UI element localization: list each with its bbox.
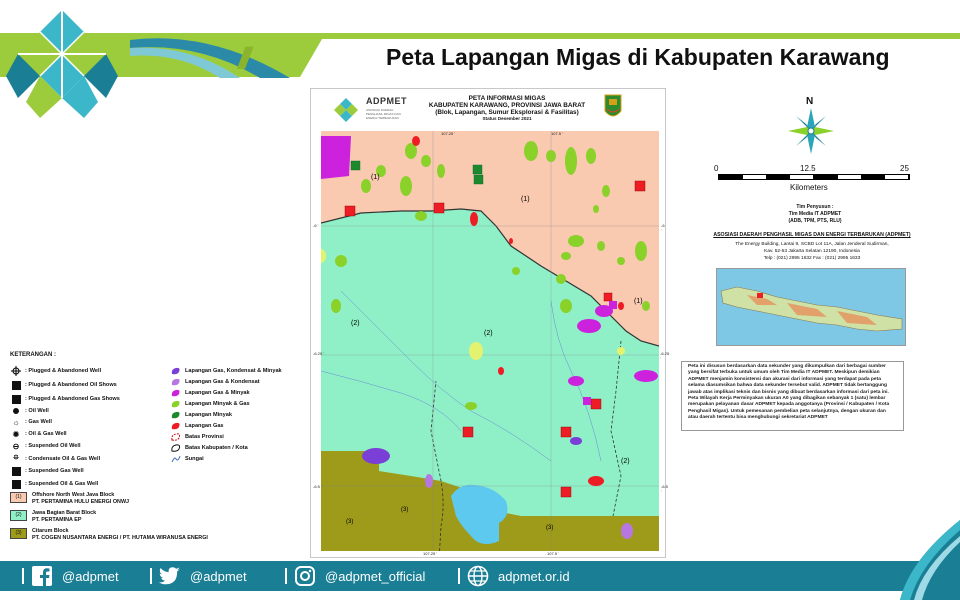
legend-field-item: Sungai [170,454,204,464]
globe-icon [467,565,489,587]
grid-label-right: -6 ' [661,223,665,233]
scale-bar-graphic [718,174,910,180]
block-swatch: (1) [10,492,27,503]
field-swatch-icon [170,388,182,398]
field-swatch-icon [170,366,182,376]
field-gas-oil-marker [609,301,617,309]
district-boundary-icon [170,443,182,453]
team-credit [720,204,910,225]
field-gas-oil-marker [583,397,591,405]
team-line2: Tim Media IT ADPMET [788,211,842,217]
corner-wave-decoration [900,520,960,600]
legend-field-item: Lapangan Minyak [170,410,232,420]
block-label: (1) [371,174,380,181]
map-title-line3: (Blok, Lapangan, Sumur Eksplorasi & Fasilitas) [435,109,579,116]
footer-instagram-link[interactable] [285,561,425,591]
field-gas-condensate [425,474,433,488]
header-swoosh-decoration [130,30,300,80]
grid-label-right: -6.5 ' [661,484,668,494]
gas-shows-square-icon [10,394,22,404]
oil-shows-square-icon [10,380,22,390]
twitter-icon [159,565,181,587]
grid-label-right: -6.25 ' [660,351,670,361]
scale-bar [714,164,914,204]
map-title-line2: KABUPATEN KARAWANG, PROVINSI JAWA BARAT [428,102,586,109]
grid-label-top: 107.25 ' [441,131,456,136]
legend-well-item: ⊖ : Suspended Oil Well [10,441,81,451]
legend-well-item: ✹ : Oil & Gas Well [10,429,67,439]
field-gas-oil [634,370,658,382]
block-label: (2) [484,330,493,337]
block-swatch: (2) [10,510,27,521]
field-gas-condensate [621,523,633,539]
gas-well-sun-icon: ☼ [12,417,20,427]
java-island-shape [717,269,906,346]
legend-heading: KETERANGAN : [10,352,56,358]
map-disclaimer: Peta ini disusun berdasarkan data sekunder yang dikumpulkan dari berbagai sumber yang bersifat terbuka untuk umum oleh Tim Media IT ADPMET. Meskipun demikian ADPMET menjamin konsistensi dan akurasi dari informasi yang terdapat pada peta selama diasumsikan bahwa data sekunder tersebut valid. ADPMET tidak bertanggung jawab atas implikasi teknis dan bisnis yang dibuat berdasarkan informasi dari peta ini. Peta Wilayah Kerja Perminyakan ukuran A0 yang dibagikan sebanyak 1 (satu) lembar merupakan pelayanan dasar ADPMET kepada anggotanya (Provinsi / Kabupaten / Kota Penghasil Migas). Untuk pemesanan pembelian peta selanjutnya, dengan ukuran dan atau daerah tertentu bisa menghubungi sekretariat ADPMET [681,361,904,431]
scale-tick: 25 [900,164,909,173]
adpmet-mini-logo-icon [333,97,359,123]
field-swatch-icon [170,410,182,420]
map-status: Status Desember 2021 [482,116,532,121]
field-oil [469,342,483,360]
team-line1: Tim Penyusun : [796,204,834,210]
north-label: N [806,96,814,107]
grid-label-bottom: 107.25 ' [423,551,438,556]
legend-well-item: ⯐ : Condensate Oil & Gas Well [10,454,100,464]
legend-well-item: : Oil Well [10,406,49,416]
grid-label-top: 107.5 ' [551,131,563,136]
field-oil [617,347,625,355]
legend-well-item: : Suspended Oil & Gas Well [10,479,98,489]
legend-block-citarum: (3) Citarum Block PT. COGEN NUSANTARA ENERGI / PT. HUTAMA WIRANUSA ENERGI [10,528,208,541]
footer-facebook-link[interactable] [22,561,119,591]
karawang-map [321,131,659,551]
legend-field-item: Lapangan Gas [170,421,224,431]
association-name: ASOSIASI DAERAH PENGHASIL MIGAS DAN ENERGI TERBARUKAN (ADPMET) [713,232,911,238]
scale-tick: 12.5 [800,164,816,173]
legend-field-item: Batas Provinsi [170,432,224,442]
footer-website-link[interactable] [458,561,570,591]
grid-label-left: -6.5 ' [313,484,322,489]
map-header [311,89,665,129]
river-icon [170,454,182,464]
field-swatch-icon [170,377,182,387]
condensate-well-icon: ⯐ [13,453,19,462]
suspended-gas-well-icon [10,466,22,476]
compass-rose-icon [788,108,834,154]
instagram-handle: @adpmet_official [325,568,426,584]
legend-field-item: Lapangan Gas & Minyak [170,388,250,398]
block-label: (3) [346,519,354,525]
field-swatch-icon [170,399,182,409]
legend-well-item: : Suspended Gas Well [10,466,84,476]
team-line3: (ADB, TPM, PTS, RLU) [788,218,842,224]
facebook-handle: @adpmet [62,568,119,584]
scale-unit: Kilometers [790,183,828,192]
map-title-block [407,95,607,121]
website-url: adpmet.or.id [498,568,570,584]
legend-field-item: Lapangan Gas & Kondensat [170,377,260,387]
field-gas-condensate [570,437,582,445]
scale-tick: 0 [714,164,719,173]
block-label: (1) [634,298,643,305]
legend-well-item: ☼ : Gas Well [10,417,52,427]
java-inset-map [716,268,906,346]
karawang-crest-icon [603,93,623,121]
footer-bottom-strip [0,591,960,600]
map-brand-sub: ASOSIASI DAERAH PENGHASIL MIGAS DAN ENERGI TERBARUKAN [366,108,401,120]
field-gas-condensate [362,448,390,464]
grid-label-left: -6 ' [313,223,319,228]
field-swatch-icon [170,421,182,431]
address-line1: The Energy Building, Lantai 9, SCBD Lot 11A, Jalan Jenderal Sudirman, [735,242,889,247]
legend-well-item: : Plugged & Abandoned Gas Shows [10,394,120,404]
grid-label-left: -6.25 ' [313,351,324,356]
block-swatch: (3) [10,528,27,539]
instagram-icon [294,565,316,587]
block-label: (2) [351,320,360,327]
oil-gas-well-icon: ✹ [12,429,20,439]
field-gas-oil [321,136,351,179]
block-label: (3) [401,507,409,513]
legend-field-item: Lapangan Minyak & Gas [170,399,250,409]
map-brand-name: ADPMET [366,96,407,106]
map-panel [310,88,670,558]
adpmet-logo-icon [6,6,118,118]
footer-twitter-link[interactable] [150,561,247,591]
field-gas-oil [568,376,584,386]
block-label: (1) [521,196,530,203]
suspended-oil-gas-well-icon [10,479,22,489]
legend-well-item: : Plugged & Abandoned Oil Shows [10,380,117,390]
address-line2: Kav. 52-53 Jakarta Selatan 12190, Indonesia [764,249,860,254]
facebook-icon [31,565,53,587]
legend-block-onwj: (1) Offshore North West Java Block PT. PERTAMINA HULU ENERGI ONWJ [10,492,129,505]
legend-block-jbb: (2) Jawa Bagian Barat Block PT. PERTAMINA EP [10,510,96,523]
grid-label-bottom: 107.5 ' [547,551,559,556]
plugged-well-icon [10,366,22,376]
block-label: (2) [621,458,630,465]
header-slash-decoration: /// [238,42,246,75]
province-boundary-icon [170,432,182,442]
legend-field-item: Lapangan Gas, Kondensat & Minyak [170,366,282,376]
block-label: (3) [546,525,554,531]
page-title: Peta Lapangan Migas di Kabupaten Karawang [386,44,890,70]
oil-well-dot-icon [10,406,22,416]
association-address [712,241,912,262]
map-title-line1: PETA INFORMASI MIGAS [468,95,546,102]
suspended-oil-well-icon: ⊖ [12,441,20,451]
twitter-handle: @adpmet [190,568,247,584]
legend-field-item: Batas Kabupaten / Kota [170,443,248,453]
field-gas-oil [577,319,601,333]
address-line3: Telp : (021) 2995 1632 Fax : (021) 2995 1633 [763,256,861,261]
legend-well-item: : Plugged & Abandoned Well [10,366,101,376]
